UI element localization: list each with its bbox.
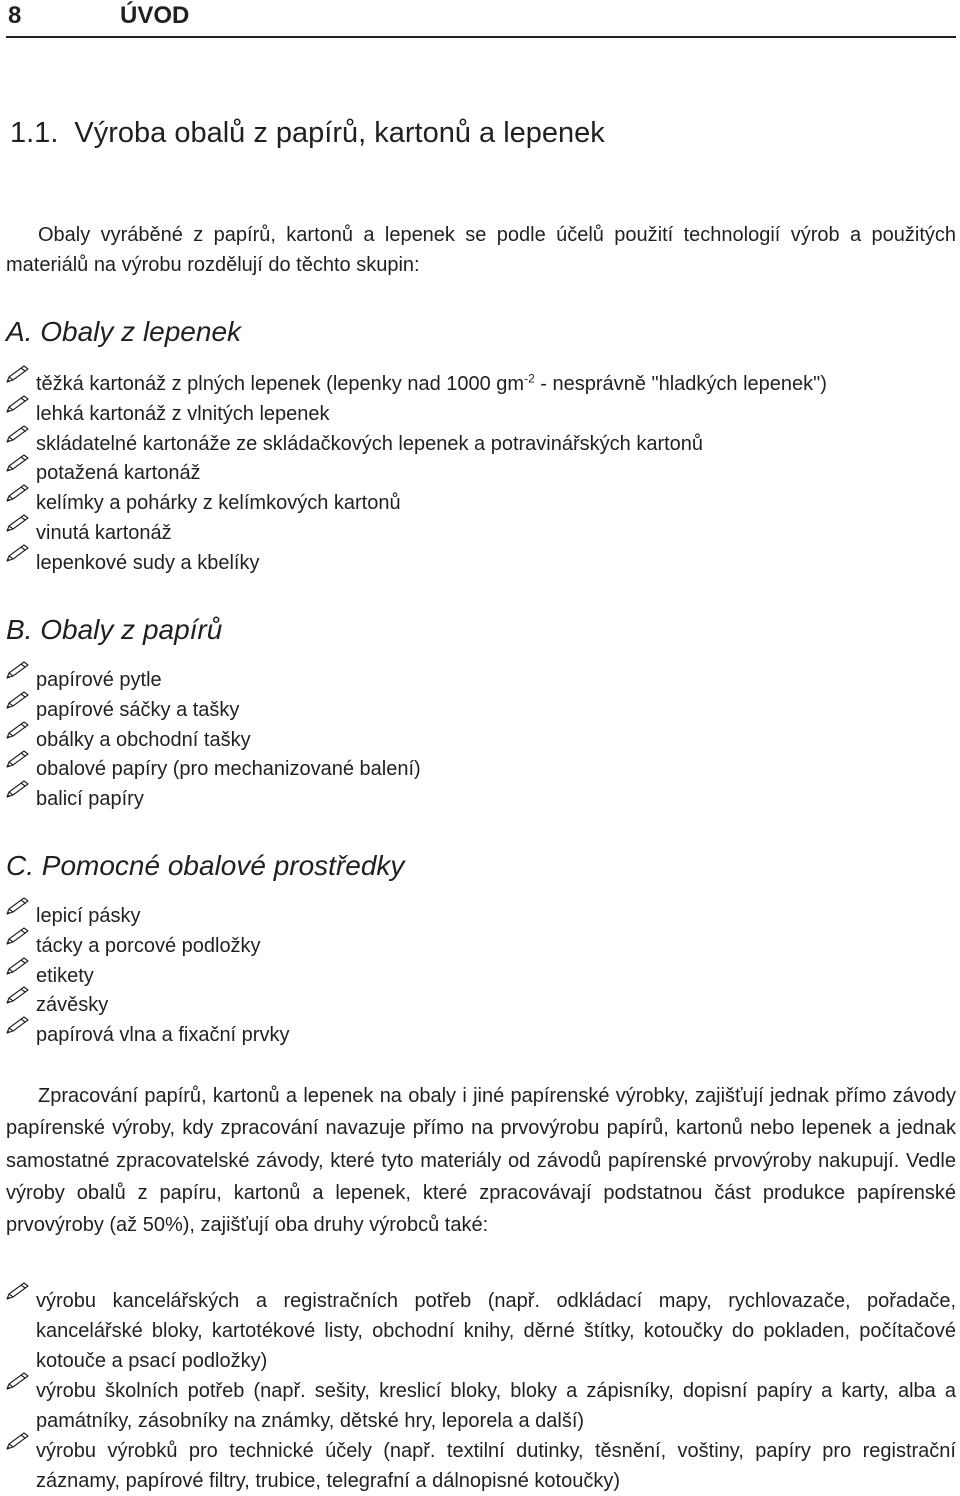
- list-item-text: lepenkové sudy a kbelíky: [36, 551, 260, 574]
- list-item: [0, 1436, 956, 1496]
- pencil-icon: [4, 985, 30, 1005]
- pencil-icon: [4, 1371, 30, 1391]
- pencil-icon: [4, 749, 30, 769]
- list-item-text: papírová vlna a fixační prvky: [36, 1024, 290, 1047]
- list-item-text: papírové pytle: [36, 669, 162, 691]
- list-item-text: vinutá kartonáž: [36, 521, 172, 544]
- list-item-text: výrobu výrobků pro technické účely (např. textilní dutinky, těsnění, voštiny, papíry pro registrační záznamy, papírové filtry, trubice, telegrafní a dálnopisné kotoučky): [36, 1440, 956, 1492]
- list-item-text: obálky a obchodní tašky: [36, 728, 251, 751]
- section-a-list: [0, 370, 956, 579]
- pencil-icon: [4, 956, 30, 976]
- pencil-icon: [4, 926, 30, 946]
- pencil-icon: [4, 660, 30, 680]
- chapter-title: Výroba obalů z papírů, kartonů a lepenek: [74, 117, 605, 149]
- list-item: [0, 932, 956, 962]
- list-item-text: lehká kartonáž z vlnitých lepenek: [36, 402, 330, 425]
- list-item: [0, 1021, 956, 1051]
- pencil-icon: [4, 690, 30, 710]
- pencil-icon: [4, 394, 30, 414]
- list-item: [0, 696, 956, 726]
- pencil-icon: [4, 513, 30, 533]
- list-item-text: výrobu školních potřeb (např. sešity, kreslicí bloky, bloky a zápisníky, dopisní papíry a karty, alba a památníky, zásobníky na známky, dětské hry, leporela a další): [36, 1380, 956, 1432]
- list-item: [0, 1376, 956, 1436]
- list-item-text: etikety: [36, 964, 94, 987]
- section-c-title: C. Pomocné obalové prostředky: [6, 850, 405, 881]
- list-item-text: lepicí pásky: [36, 905, 141, 927]
- chapter-number: 1.1.: [10, 117, 59, 149]
- list-item-text: papírové sáčky a tašky: [36, 698, 240, 721]
- producer-list: [0, 1286, 956, 1496]
- list-item: [0, 459, 956, 489]
- list-item-text: potažená kartonáž: [36, 462, 201, 485]
- header-rule: [6, 36, 956, 38]
- intro-paragraph: [6, 220, 956, 280]
- list-item-text: tácky a porcové podložky: [36, 934, 261, 957]
- list-item: [0, 902, 956, 932]
- list-item: [0, 755, 956, 785]
- list-item: [0, 519, 956, 549]
- pencil-icon: [4, 424, 30, 444]
- pencil-icon: [4, 364, 30, 384]
- list-item-text: balicí papíry: [36, 788, 144, 811]
- section-a-title: A. Obaly z lepenek: [6, 316, 242, 347]
- pencil-icon: [4, 779, 30, 799]
- pencil-icon: [4, 1281, 30, 1301]
- list-item-text: závěsky: [36, 994, 109, 1017]
- list-item-text: kelímky a pohárky z kelímkových kartonů: [36, 492, 401, 515]
- list-item: [0, 962, 956, 992]
- list-item: [0, 430, 956, 460]
- pencil-icon: [4, 1431, 30, 1451]
- pencil-icon: [4, 896, 30, 916]
- pencil-icon: [4, 453, 30, 473]
- list-item-text: těžká kartonáž z plných lepenek (lepenky nad 1000 gm: [36, 373, 525, 395]
- pencil-icon: [4, 1015, 30, 1035]
- list-item: [0, 400, 956, 430]
- list-item: [0, 726, 956, 756]
- list-item-text: výrobu kancelářských a registračních potřeb (např. odkládací mapy, rychlovazače, pořadače, kancelářské bloky, kartotékové listy, obchodní knihy, děrné štítky, kotoučky do pokladen, počítačové kotouče a psací podložky): [36, 1290, 956, 1372]
- pencil-icon: [4, 483, 30, 503]
- list-item: [0, 489, 956, 519]
- body-paragraph: [6, 1080, 956, 1241]
- chapter-heading: [10, 117, 605, 150]
- intro-text: Obaly vyráběné z papírů, kartonů a lepenek se podle účelů použití technologií výrob a použitých materiálů na výrobu rozdělují do těchto skupin:: [6, 224, 956, 276]
- list-item: [0, 666, 956, 696]
- section-b-list: [0, 666, 956, 815]
- superscript: -2: [524, 371, 535, 386]
- page-number: 8: [8, 2, 22, 29]
- pencil-icon: [4, 543, 30, 563]
- list-item: [0, 785, 956, 815]
- list-item: [0, 370, 956, 400]
- pencil-icon: [4, 720, 30, 740]
- header-title: ÚVOD: [120, 2, 190, 29]
- list-item-text: obalové papíry (pro mechanizované balení): [36, 758, 421, 781]
- list-item-text: - nesprávně "hladkých lepenek"): [534, 373, 827, 395]
- list-item-text: skládatelné kartonáže ze skládačkových lepenek a potravinářských kartonů: [36, 432, 704, 455]
- section-c-list: [0, 902, 956, 1051]
- list-item: [0, 991, 956, 1021]
- page-header: [8, 2, 189, 30]
- body-paragraph-text: Zpracování papírů, kartonů a lepenek na obaly i jiné papírenské výrobky, zajišťují jednak přímo závody papírenské výroby, kdy zpracování navazuje přímo na prvovýrobu papírů, kartonů nebo lepenek a jednak samostatné zpracovatelské závody, které tyto materiály od závodů papírenské prvovýroby nakupují. Vedle výroby obalů z papíru, kartonů a lepenek, které zpracovávají podstatnou část produkce papírenské prvovýroby (až 50%), zajišťují oba druhy výrobců také:: [6, 1085, 956, 1237]
- list-item: [0, 549, 956, 579]
- section-b-title: B. Obaly z papírů: [6, 614, 223, 645]
- list-item: [0, 1286, 956, 1376]
